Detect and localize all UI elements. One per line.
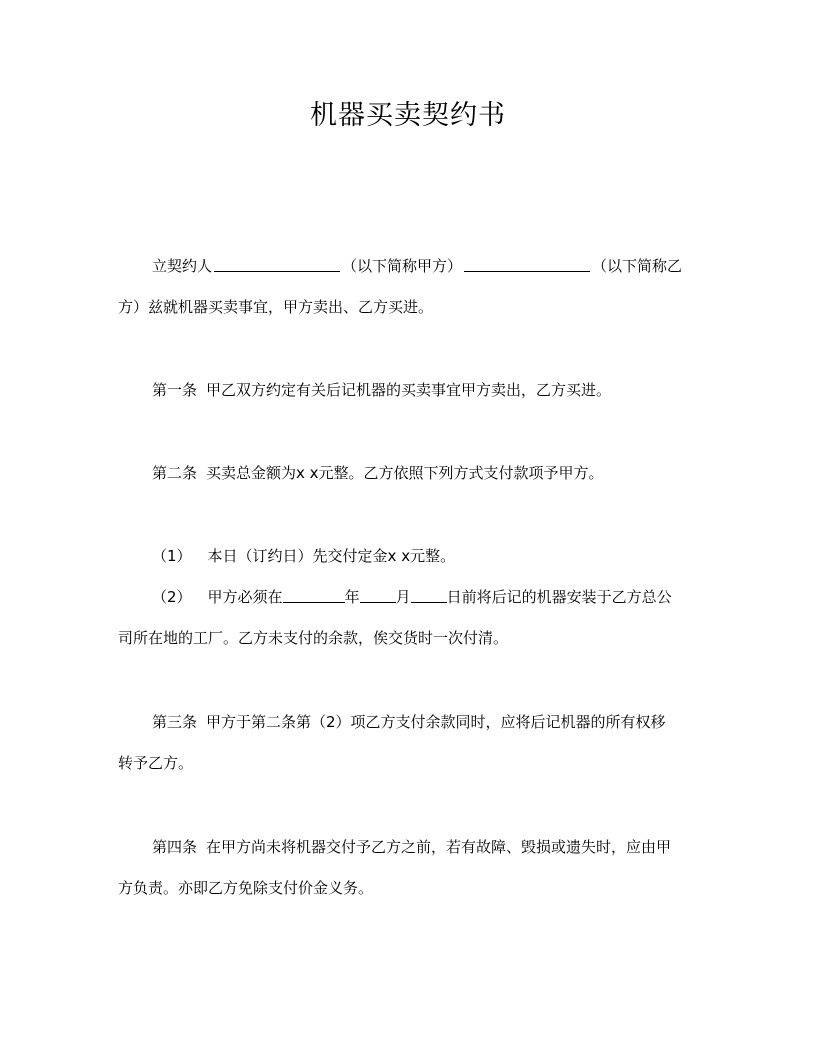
article-2-text: 买卖总金额为x x元整。乙方依照下列方式支付款项予甲方。 — [206, 464, 604, 482]
item-1-text: 本日（订约日）先交付定金x x元整。 — [207, 547, 456, 565]
party-a-label: （以下简称甲方） — [342, 257, 463, 275]
day-blank[interactable] — [411, 588, 447, 603]
preamble-line-1 — [118, 256, 742, 278]
preamble-text: 立契约人 — [152, 257, 213, 275]
article-2-item-2-cont: 司所在地的工厂。乙方未支付的余款，俟交货时一次付清。 — [118, 629, 509, 647]
party-b-label: （以下简称乙 — [592, 257, 683, 275]
article-4-text: 在甲方尚未将机器交付予乙方之前，若有故障、毁损或遗失时，应由甲 — [206, 838, 672, 856]
year-blank[interactable] — [283, 588, 345, 603]
article-3 — [118, 712, 742, 734]
article-1-number: 第一条 — [152, 381, 198, 399]
article-2-number: 第二条 — [152, 464, 198, 482]
article-3-cont: 转予乙方。 — [118, 754, 194, 772]
article-3-text: 甲方于第二条第（2）项乙方支付余款同时，应将后记机器的所有权移 — [206, 713, 666, 731]
article-3-number: 第三条 — [152, 713, 198, 731]
party-a-blank[interactable] — [214, 257, 340, 272]
item-2-number: （2） — [152, 588, 192, 606]
document-title: 机器买卖契约书 — [310, 100, 506, 131]
article-2-item-2 — [118, 587, 742, 609]
item-2-text-b: 日前将后记的机器安装于乙方总公 — [446, 588, 672, 606]
article-4 — [118, 837, 742, 859]
article-1-text: 甲乙双方约定有关后记机器的买卖事宜甲方卖出，乙方买进。 — [206, 381, 612, 399]
year-label: 年 — [344, 588, 360, 606]
party-b-blank[interactable] — [464, 257, 590, 272]
month-label: 月 — [395, 588, 411, 606]
article-2-item-1 — [118, 546, 742, 568]
article-4-cont: 方负责。亦即乙方免除支付价金义务。 — [118, 879, 374, 897]
preamble-line-2: 方）兹就机器买卖事宜，甲方卖出、乙方买进。 — [118, 298, 434, 316]
article-2 — [118, 463, 742, 485]
article-1 — [118, 380, 742, 402]
month-blank[interactable] — [360, 588, 396, 603]
article-4-number: 第四条 — [152, 838, 198, 856]
item-1-number: （1） — [152, 547, 192, 565]
item-2-text-a: 甲方必须在 — [207, 588, 283, 606]
